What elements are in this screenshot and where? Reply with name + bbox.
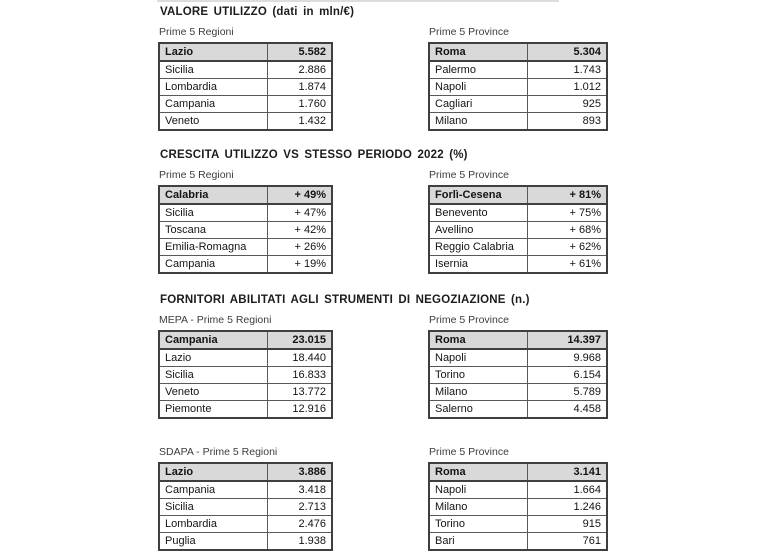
table-row (429, 96, 607, 113)
value-cell: + 75% (528, 204, 608, 222)
entity-name-cell: Milano (429, 384, 528, 401)
table-label: MEPA - Prime 5 Regioni (159, 314, 272, 326)
value-cell: 1.743 (528, 61, 608, 79)
table-row (159, 61, 332, 79)
table-row (159, 367, 332, 384)
table-row (159, 256, 332, 274)
table-row (159, 516, 332, 533)
entity-name-cell: Sicilia (159, 61, 268, 79)
entity-name-cell: Veneto (159, 113, 268, 131)
entity-name-cell: Lazio (159, 349, 268, 367)
value-cell: 3.886 (268, 463, 333, 481)
entity-name-cell: Napoli (429, 79, 528, 96)
entity-name-cell: Milano (429, 499, 528, 516)
section-title: FORNITORI ABILITATI AGLI STRUMENTI DI NEGOZIAZIONE (n.) (160, 294, 530, 306)
table-row (429, 533, 607, 551)
table-row (159, 96, 332, 113)
entity-name-cell: Emilia-Romagna (159, 239, 268, 256)
table-label: Prime 5 Regioni (159, 169, 234, 181)
entity-name-cell: Lazio (159, 463, 268, 481)
table-label: Prime 5 Regioni (159, 26, 234, 38)
value-cell: + 42% (268, 222, 333, 239)
value-cell: 13.772 (268, 384, 333, 401)
entity-name-cell: Napoli (429, 349, 528, 367)
value-cell: 9.968 (528, 349, 608, 367)
value-cell: 2.476 (268, 516, 333, 533)
entity-name-cell: Benevento (429, 204, 528, 222)
entity-name-cell: Lombardia (159, 79, 268, 96)
section-title: VALORE UTILIZZO (dati in mln/€) (160, 6, 355, 18)
entity-name-cell: Lazio (159, 43, 268, 61)
table-label: Prime 5 Province (429, 314, 509, 326)
entity-name-cell: Torino (429, 516, 528, 533)
table-header-row (159, 186, 332, 204)
value-cell: + 62% (528, 239, 608, 256)
table-row (429, 499, 607, 516)
table-row (159, 401, 332, 419)
value-cell: 1.760 (268, 96, 333, 113)
value-cell: 12.916 (268, 401, 333, 419)
table-label: Prime 5 Province (429, 26, 509, 38)
table-valore-regioni (158, 42, 333, 131)
entity-name-cell: Avellino (429, 222, 528, 239)
table-row (159, 499, 332, 516)
value-cell: 3.141 (528, 463, 608, 481)
table-header-row (159, 331, 332, 349)
entity-name-cell: Campania (159, 331, 268, 349)
section-title: CRESCITA UTILIZZO VS STESSO PERIODO 2022 (%) (160, 149, 468, 161)
table-row (159, 113, 332, 131)
value-cell: 23.015 (268, 331, 333, 349)
entity-name-cell: Veneto (159, 384, 268, 401)
value-cell: + 26% (268, 239, 333, 256)
value-cell: 5.582 (268, 43, 333, 61)
entity-name-cell: Sicilia (159, 367, 268, 384)
value-cell: 1.874 (268, 79, 333, 96)
table-row (429, 239, 607, 256)
table-label: Prime 5 Province (429, 446, 509, 458)
table-crescita-province (428, 185, 608, 274)
table-row (429, 61, 607, 79)
entity-name-cell: Roma (429, 331, 528, 349)
cropped-element-edge (157, 0, 559, 2)
value-cell: 915 (528, 516, 608, 533)
table-header-row (159, 463, 332, 481)
value-cell: 1.938 (268, 533, 333, 551)
value-cell: + 68% (528, 222, 608, 239)
value-cell: 3.418 (268, 481, 333, 499)
value-cell: + 61% (528, 256, 608, 274)
table-row (429, 349, 607, 367)
table-row (159, 204, 332, 222)
table-row (429, 481, 607, 499)
value-cell: 14.397 (528, 331, 608, 349)
entity-name-cell: Lombardia (159, 516, 268, 533)
entity-name-cell: Milano (429, 113, 528, 131)
entity-name-cell: Puglia (159, 533, 268, 551)
value-cell: 18.440 (268, 349, 333, 367)
entity-name-cell: Torino (429, 367, 528, 384)
entity-name-cell: Piemonte (159, 401, 268, 419)
value-cell: + 81% (528, 186, 608, 204)
entity-name-cell: Sicilia (159, 204, 268, 222)
table-row (429, 401, 607, 419)
entity-name-cell: Forlì-Cesena (429, 186, 528, 204)
value-cell: 1.246 (528, 499, 608, 516)
value-cell: 4.458 (528, 401, 608, 419)
table-row (429, 367, 607, 384)
table-row (159, 481, 332, 499)
value-cell: 1.664 (528, 481, 608, 499)
section-sdapa (158, 446, 618, 551)
table-row (429, 204, 607, 222)
table-row (429, 79, 607, 96)
value-cell: 761 (528, 533, 608, 551)
table-row (429, 384, 607, 401)
entity-name-cell: Napoli (429, 481, 528, 499)
entity-name-cell: Calabria (159, 186, 268, 204)
entity-name-cell: Bari (429, 533, 528, 551)
table-mepa-regioni (158, 330, 333, 419)
section-crescita-utilizzo (158, 149, 618, 274)
table-row (429, 222, 607, 239)
value-cell: 5.304 (528, 43, 608, 61)
table-header-row (429, 43, 607, 61)
value-cell: 2.886 (268, 61, 333, 79)
table-row (159, 384, 332, 401)
value-cell: + 47% (268, 204, 333, 222)
entity-name-cell: Campania (159, 256, 268, 274)
table-header-row (159, 43, 332, 61)
entity-name-cell: Salerno (429, 401, 528, 419)
value-cell: 16.833 (268, 367, 333, 384)
value-cell: 1.012 (528, 79, 608, 96)
table-row (429, 256, 607, 274)
table-row (159, 533, 332, 551)
table-mepa-province (428, 330, 608, 419)
entity-name-cell: Reggio Calabria (429, 239, 528, 256)
value-cell: 925 (528, 96, 608, 113)
table-label: Prime 5 Province (429, 169, 509, 181)
section-valore-utilizzo (158, 6, 618, 131)
entity-name-cell: Cagliari (429, 96, 528, 113)
table-header-row (429, 186, 607, 204)
entity-name-cell: Roma (429, 463, 528, 481)
table-row (429, 516, 607, 533)
table-row (159, 349, 332, 367)
value-cell: 2.713 (268, 499, 333, 516)
table-label: SDAPA - Prime 5 Regioni (159, 446, 278, 458)
table-row (159, 239, 332, 256)
value-cell: 1.432 (268, 113, 333, 131)
entity-name-cell: Palermo (429, 61, 528, 79)
table-valore-province (428, 42, 608, 131)
value-cell: 6.154 (528, 367, 608, 384)
value-cell: + 19% (268, 256, 333, 274)
table-crescita-regioni (158, 185, 333, 274)
table-sdapa-regioni (158, 462, 333, 551)
value-cell: 5.789 (528, 384, 608, 401)
entity-name-cell: Toscana (159, 222, 268, 239)
table-header-row (429, 463, 607, 481)
section-fornitori-abilitati (158, 294, 618, 419)
table-header-row (429, 331, 607, 349)
value-cell: + 49% (268, 186, 333, 204)
entity-name-cell: Isernia (429, 256, 528, 274)
table-row (159, 79, 332, 96)
table-sdapa-province (428, 462, 608, 551)
entity-name-cell: Campania (159, 481, 268, 499)
value-cell: 893 (528, 113, 608, 131)
table-row (159, 222, 332, 239)
table-row (429, 113, 607, 131)
entity-name-cell: Sicilia (159, 499, 268, 516)
entity-name-cell: Campania (159, 96, 268, 113)
entity-name-cell: Roma (429, 43, 528, 61)
